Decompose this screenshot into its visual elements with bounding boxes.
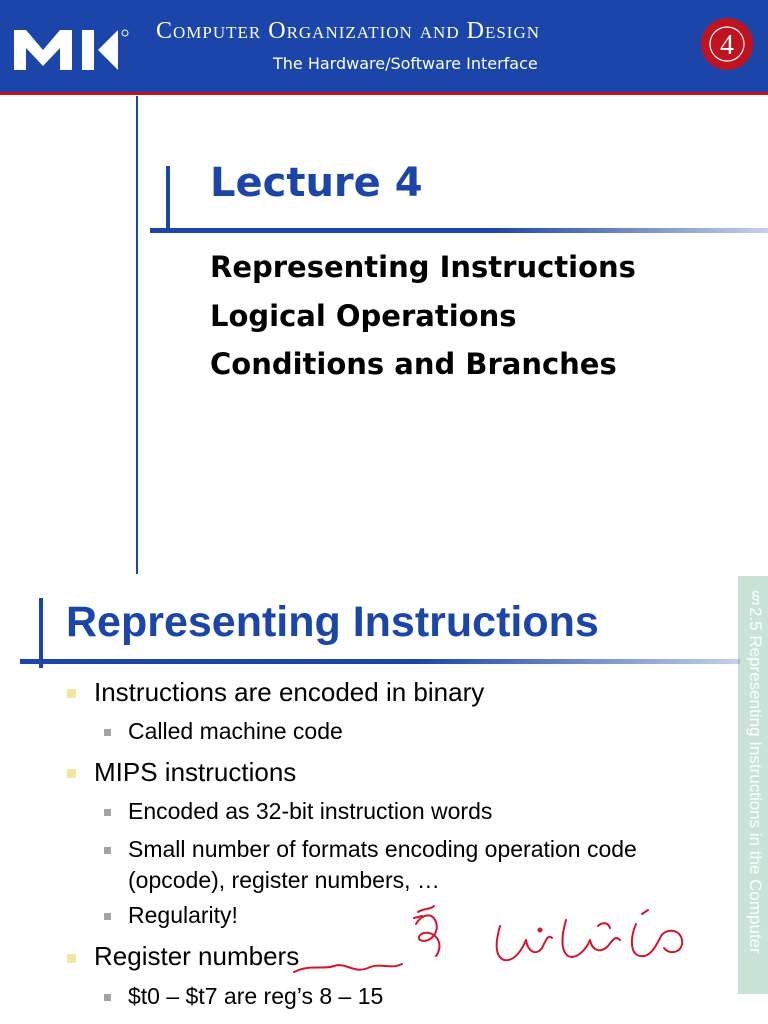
slide2-title-underline (20, 659, 740, 664)
bullet-level1: Instructions are encoded in binary (94, 677, 485, 707)
svg-text:4: 4 (720, 30, 734, 61)
bullet-marker (67, 954, 76, 963)
slide1-title-underline (150, 228, 768, 233)
lecture-topic: Representing Instructions (210, 250, 636, 284)
book-subtitle: The Hardware/Software Interface (273, 54, 538, 73)
bullet-marker (67, 689, 76, 698)
mk-publisher-logo (14, 28, 130, 70)
slide1-vertical-rule (136, 96, 138, 574)
slide-title: Representing Instructions (66, 598, 599, 646)
bullet-level1: Register numbers (94, 941, 300, 971)
lecture-title: Lecture 4 (210, 160, 423, 206)
sub-bullet-marker (104, 847, 111, 854)
lecture-topic: Logical Operations (210, 299, 517, 333)
bullet-level2: Small number of formats encoding operation code (opcode), register numbers, … (128, 836, 637, 893)
lecture-topic: Conditions and Branches (210, 347, 617, 381)
bullet-level2: Called machine code (128, 718, 343, 744)
sub-bullet-marker (104, 729, 111, 736)
sub-bullet-marker (104, 994, 111, 1001)
book-title: Computer Organization and Design (156, 18, 540, 44)
sub-bullet-marker (104, 809, 111, 816)
bullet-level2: $t0 – $t7 are reg’s 8 – 15 (128, 983, 384, 1009)
bullet-level2: Encoded as 32-bit instruction words (128, 798, 493, 824)
bullet-level1: MIPS instructions (94, 757, 297, 787)
sub-bullet-marker (104, 913, 111, 920)
slide2-title-marker (39, 598, 43, 668)
slide1-title-marker (166, 166, 170, 230)
book-banner (0, 0, 768, 95)
section-label: §2.5 Representing Instructions in the Computer (746, 588, 765, 954)
handwritten-annotation (290, 900, 700, 990)
edition-badge-icon (700, 17, 754, 71)
bullet-marker (67, 769, 76, 778)
bullet-level2: Regularity! (128, 902, 238, 928)
